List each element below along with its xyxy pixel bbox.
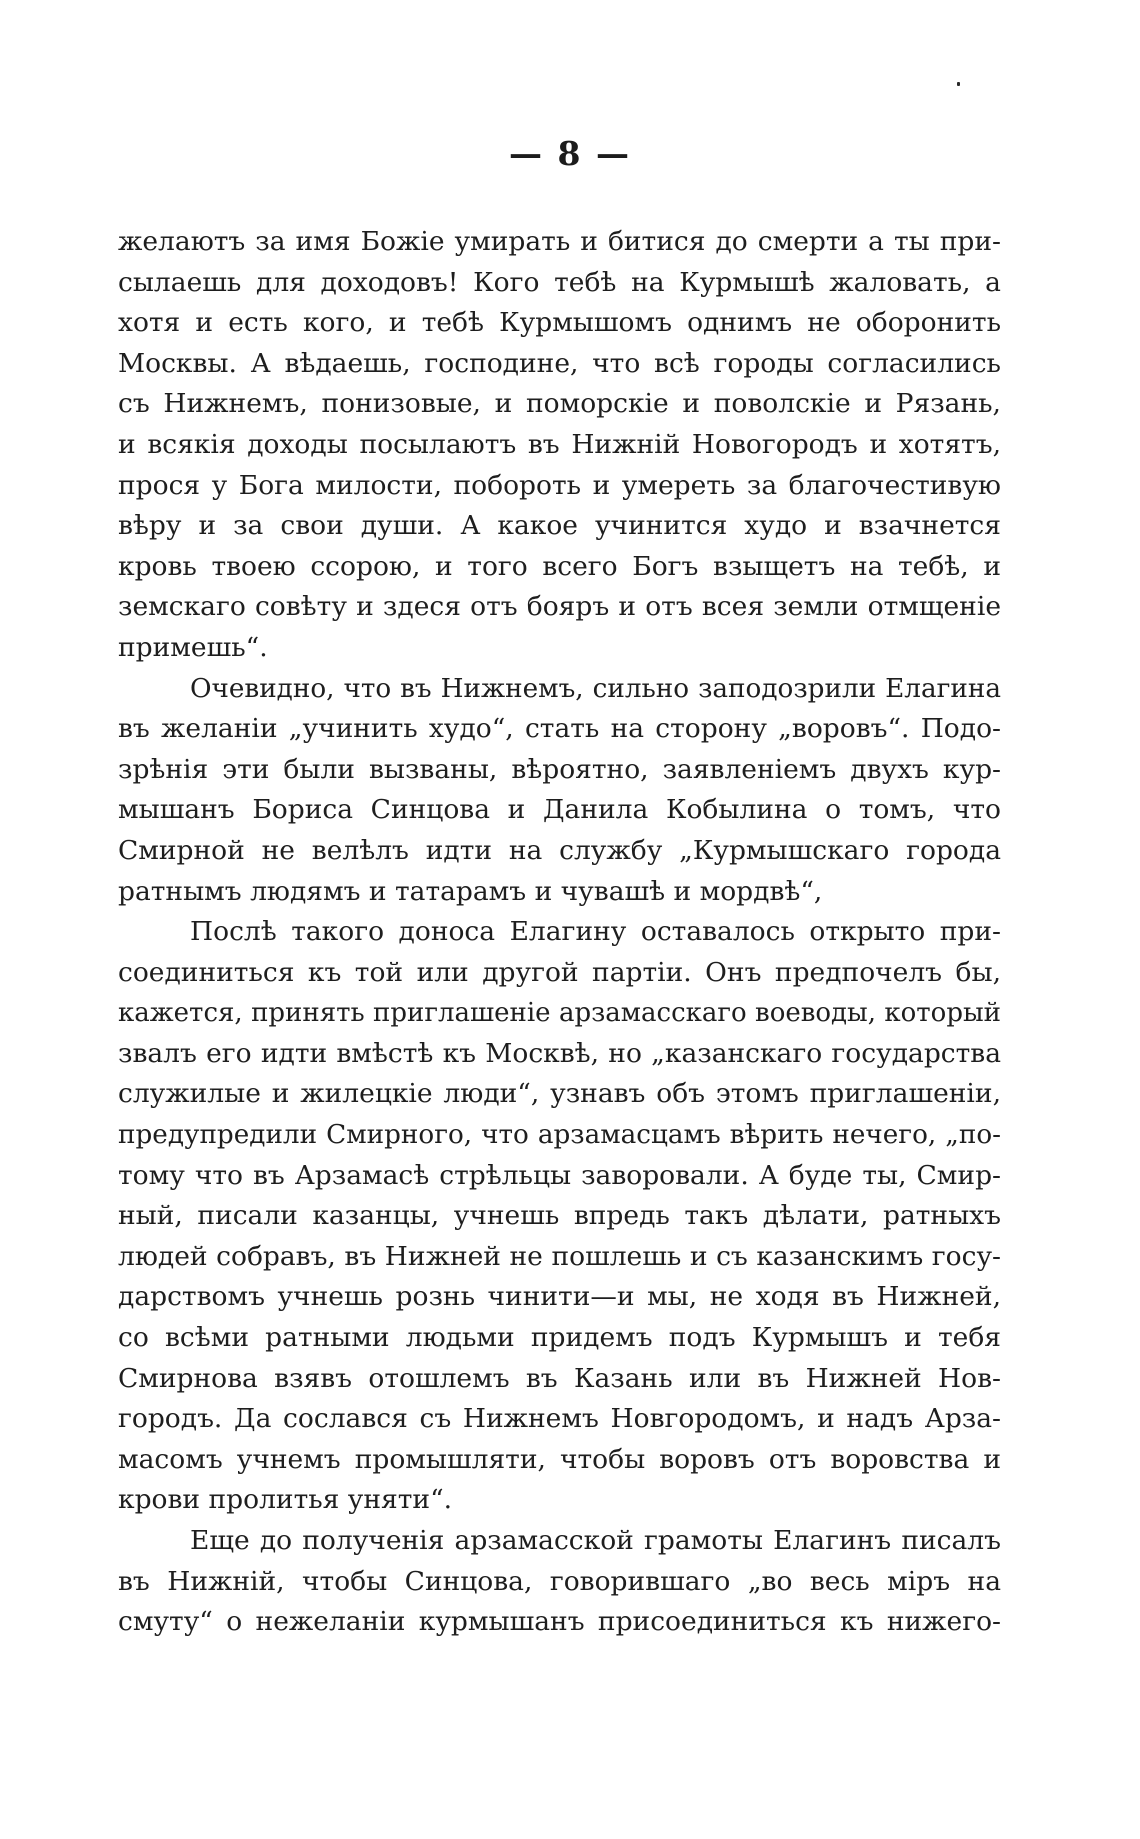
text-line: съ Нижнемъ, понизовые, и поморскіе и поволскіе и Рязань, — [118, 388, 1001, 420]
text-line: звалъ его идти вмѣстѣ къ Москвѣ, но „казанскаго государства — [118, 1037, 1001, 1069]
text-line: Послѣ такого доноса Елагину оставалось открыто при- — [190, 916, 1001, 948]
text-line: Очевидно, что въ Нижнемъ, сильно заподозрили Елагина — [190, 673, 1001, 704]
text-line: желаютъ за имя Божіе умирать и битися до смерти а ты при- — [118, 226, 1001, 257]
text-line: служилые и жилецкіе люди“, узнавъ объ этомъ приглашеніи, — [118, 1078, 1001, 1110]
text-line: крови пролитья уняти“. — [118, 1484, 453, 1516]
text-line: зрѣнія эти были вызваны, вѣроятно, заявленіемъ двухъ кур- — [118, 753, 1001, 785]
text-line: ратнымъ людямъ и татарамъ и чувашѣ и мордвѣ“, — [118, 875, 823, 907]
text-line: земскаго совѣту и здеся отъ бояръ и отъ всея земли отмщеніе — [118, 591, 1001, 623]
text-line: городъ. Да сослався съ Нижнемъ Новгородомъ, и надъ Арза- — [118, 1403, 1001, 1435]
text-line: прося у Бога милости, побороть и умереть за благочестивую — [118, 469, 1001, 501]
text-line: вѣру и за свои души. А какое учинится худо и взачнется — [118, 510, 1001, 542]
text-line: Москвы. А вѣдаешь, господине, что всѣ городы согласились — [118, 347, 1001, 379]
text-line: масомъ учнемъ промышляти, чтобы воровъ отъ воровства и — [118, 1443, 1001, 1475]
text-line: смуту“ о нежеланіи курмышанъ присоединиться къ нижего- — [118, 1606, 1001, 1638]
text-line: мышанъ Бориса Синцова и Данила Кобылина о томъ, что — [118, 794, 1001, 826]
paragraph-2 — [118, 669, 1001, 913]
text-line: сылаешь для доходовъ! Кого тебѣ на Курмышѣ жаловать, а — [118, 266, 1001, 298]
text-line: ный, писали казанцы, учнешь впредь такъ дѣлати, ратныхъ — [118, 1200, 1001, 1232]
paragraph-1 — [118, 222, 1001, 669]
paragraph-3 — [118, 912, 1001, 1521]
body-text — [118, 222, 1001, 1643]
text-line: и всякія доходы посылаютъ въ Нижній Новогородъ и хотятъ, — [118, 428, 1001, 460]
text-line: людей собравъ, въ Нижней не пошлешь и съ казанскимъ госу- — [118, 1240, 1001, 1272]
text-line: соединиться къ той или другой партіи. Онъ предпочелъ бы, — [118, 956, 1001, 988]
page-number: — 8 — — [509, 134, 631, 173]
scan-speck — [957, 82, 960, 86]
text-line: предупредили Смирного, что арзамасцамъ вѣрить нечего, „по- — [118, 1120, 1001, 1151]
text-line: тому что въ Арзамасѣ стрѣльцы заворовали. А буде ты, Смир- — [118, 1159, 1001, 1191]
paragraph-4 — [118, 1521, 1001, 1643]
text-line: дарствомъ учнешь рознь чинити—и мы, не ходя въ Нижней, — [118, 1281, 1001, 1313]
text-line: кровь твоею ссорою, и того всего Богъ взыщетъ на тебѣ, и — [118, 550, 1001, 582]
text-line: Смирнова взявъ отошлемъ въ Казань или въ Нижней Нов- — [118, 1362, 1001, 1394]
text-line: хотя и есть кого, и тебѣ Курмышомъ однимъ не оборонить — [118, 307, 1001, 339]
text-line: въ Нижній, чтобы Синцова, говорившаго „во весь міръ на — [118, 1565, 1001, 1597]
text-line: Еще до полученія арзамасской грамоты Елагинъ писалъ — [190, 1525, 1001, 1556]
text-line: Смирной не велѣлъ идти на службу „Курмышскаго города — [118, 834, 1001, 866]
text-line: примешь“. — [118, 631, 268, 663]
text-line: въ желаніи „учинить худо“, стать на сторону „воровъ“. Подо- — [118, 713, 1001, 745]
text-line: со всѣми ратными людьми придемъ подъ Курмышъ и тебя — [118, 1322, 1001, 1354]
text-line: кажется, принять приглашеніе арзамасскаго воеводы, который — [118, 998, 1001, 1029]
